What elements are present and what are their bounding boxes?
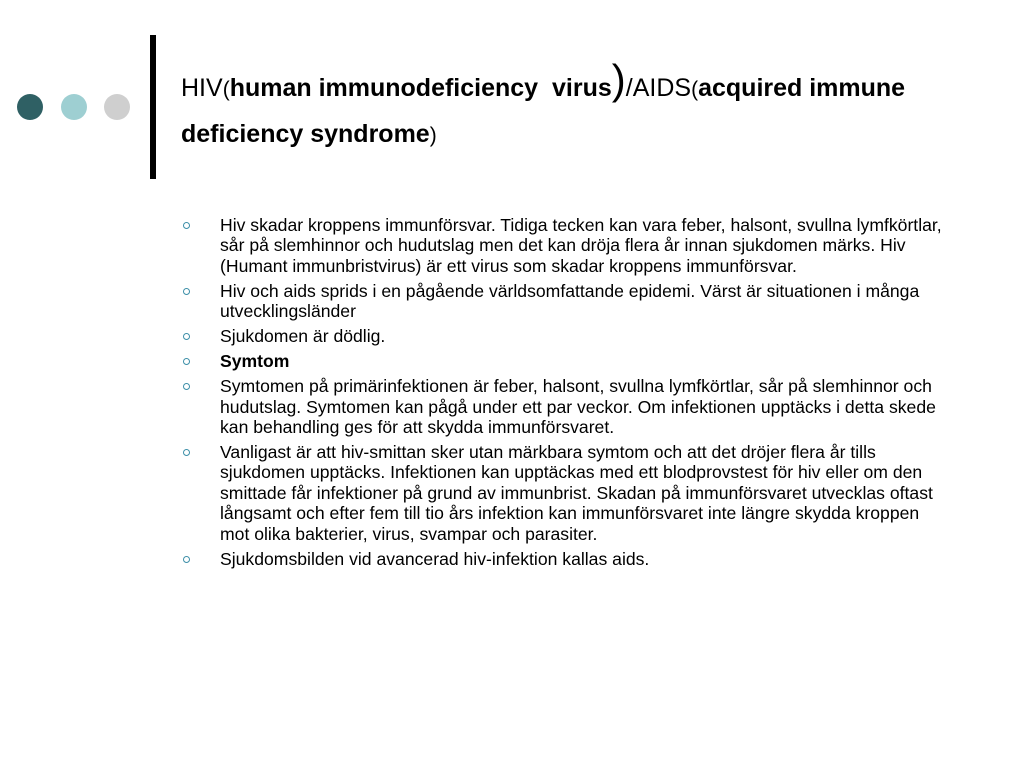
decorative-dot-light bbox=[61, 94, 87, 120]
title-aids: /AIDS bbox=[625, 74, 692, 102]
bullet-text: Sjukdomen är dödlig. bbox=[220, 326, 386, 347]
decorative-dot-gray bbox=[104, 94, 130, 120]
bullet-ring-icon bbox=[183, 358, 190, 365]
bullet-text: Sjukdomsbilden vid avancerad hiv-infektion kallas aids. bbox=[220, 548, 650, 569]
bullet-ring-icon bbox=[183, 449, 190, 456]
bullet-ring-icon bbox=[183, 383, 190, 390]
bullet-text: Hiv skadar kroppens immunförsvar. Tidiga tecken kan vara feber, halsont, svullna lymfkörtlar, sår på slemhinnor och hudutslag men det kan dröja flera år innan sjukdomen märks. Hiv (Humant immunbristvirus) är ett virus som skadar kroppens immunförsvar. bbox=[220, 215, 942, 276]
title-aids-expansion: acquired immune deficiency syndrome bbox=[181, 74, 906, 148]
decorative-dot-dark bbox=[17, 94, 43, 120]
bullet-ring-icon bbox=[183, 556, 190, 563]
title-open-paren-2: ( bbox=[691, 78, 699, 101]
bullet-item bbox=[183, 549, 953, 569]
bullet-item-heading bbox=[183, 351, 953, 371]
bullet-ring-icon bbox=[183, 333, 190, 340]
title-open-paren-1: ( bbox=[222, 78, 230, 101]
bullet-ring-icon bbox=[183, 222, 190, 229]
bullet-item bbox=[183, 281, 953, 322]
title-divider bbox=[150, 35, 156, 179]
bullet-text: Vanligast är att hiv-smittan sker utan märkbara symtom och att det dröjer flera år tills sjukdomen upptäcks. Infektionen kan upptäckas med ett blodprovstest för hiv eller om den smittade får infektioner på grund av immunbrist. Skadan på immunförsvaret utvecklas oftast långsamt och efter fem till tio års infektion kan immunförsvaret inte längre skydda kroppen mot olika bakterier, virus, svampar och parasiter. bbox=[220, 442, 933, 544]
title-virus: virus bbox=[552, 74, 612, 102]
slide-title bbox=[181, 56, 961, 158]
bullet-item bbox=[183, 215, 953, 276]
bullet-list bbox=[183, 215, 953, 574]
bullet-text: Symtomen på primärinfektionen är feber, halsont, svullna lymfkörtlar, sår på slemhinnor och hudutslag. Symtomen kan pågå under ett par veckor. Om infektionen upptäcks i detta skede kan behandling ges för att skydda immunförsvaret. bbox=[220, 376, 936, 438]
bullet-item bbox=[183, 376, 953, 437]
bullet-item bbox=[183, 326, 953, 346]
bullet-text: Symtom bbox=[220, 351, 290, 372]
bullet-text: Hiv och aids sprids i en pågående världsomfattande epidemi. Värst är situationen i många utvecklingsländer bbox=[220, 280, 920, 322]
title-close-paren-2: ) bbox=[429, 124, 437, 147]
title-close-paren-1: ) bbox=[611, 56, 626, 103]
title-hiv: HIV bbox=[181, 74, 223, 102]
title-hiv-expansion: human immunodeficiency bbox=[229, 74, 539, 102]
bullet-item bbox=[183, 442, 953, 544]
bullet-ring-icon bbox=[183, 288, 190, 295]
